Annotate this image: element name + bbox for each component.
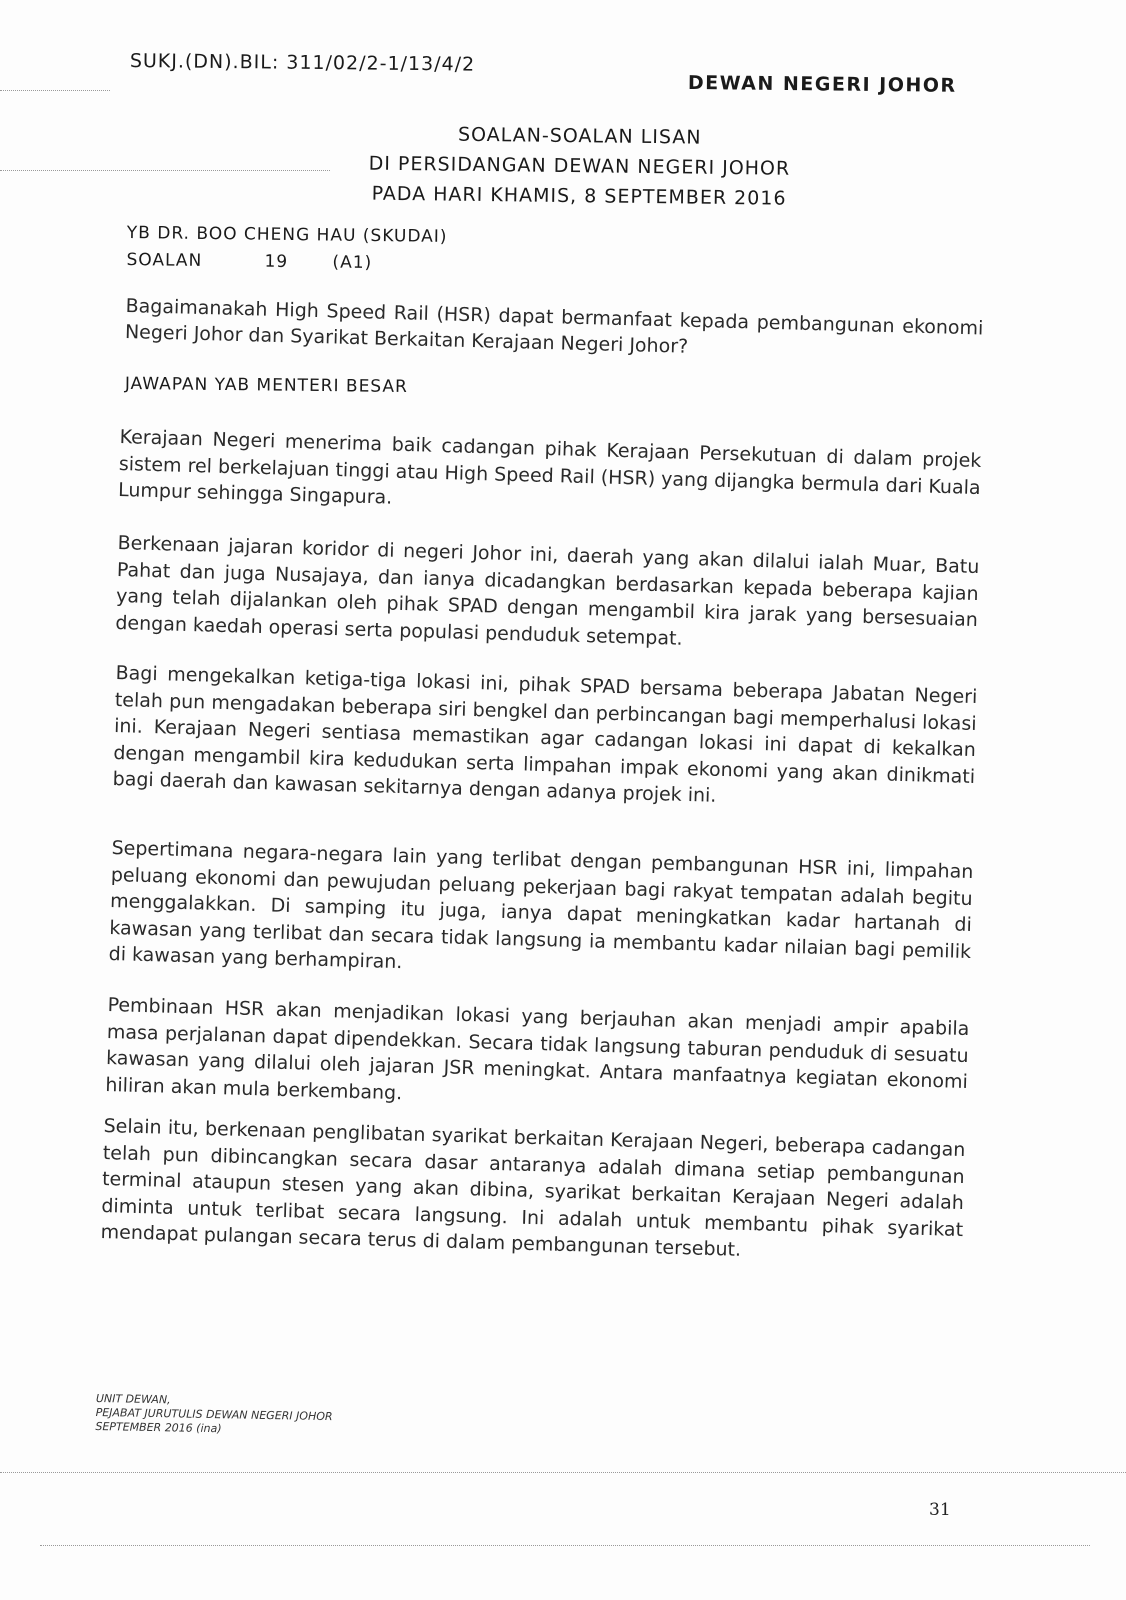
soalan-number: 19	[264, 251, 289, 272]
soalan-label: SOALAN	[126, 249, 203, 271]
member-block	[126, 220, 447, 278]
answer-paragraph-3: Bagi mengekalkan ketiga-tiga lokasi ini, pihak SPAD bersama beberapa Jabatan Negeri telah pun mengadakan beberapa siri bengkel dan perbincangan bagi memperhalusi lokasi ini. Kerajaan Negeri sentiasa memastikan agar cadangan lokasi ini dapat di kekalkan dengan mengambil kira kedudukan serta limpahan impak ekonomi yang akan dinikmati bagi daerah dan kawasan sekitarnya dengan adanya projek ini.	[112, 661, 978, 807]
answer-paragraph-6: Selain itu, berkenaan penglibatan syarikat berkaitan Kerajaan Negeri, beberapa cadangan telah pun dibincangkan secara dasar antaranya adalah dimana setiap pembangunan terminal ataupun stesen yang akan dibina, syarikat berkaitan Kerajaan Negeri adalah diminta untuk terlibat secara langsung. Ini adalah untuk membantu pihak syarikat mendapat pulangan secara terus di dalam pembangunan tersebut.	[100, 1114, 966, 1261]
scan-artifact-top	[0, 90, 110, 91]
scan-artifact-mid	[0, 170, 330, 171]
soalan-code: (A1)	[332, 252, 373, 273]
answer-paragraph-4: Sepertimana negara-negara lain yang terlibat dengan pembangunan HSR ini, limpahan peluang ekonomi dan pewujudan peluang pekerjaan bagi rakyat tempatan adalah begitu menggalakkan. Di samping itu juga, ianya dapat meningkatkan kadar hartanah di kawasan yang terlibat dan secara tidak langsung ia membantu kadar nilaian bagi pemilik di kawasan yang berhampiran.	[108, 836, 974, 974]
question-text: Bagaimanakah High Speed Rail (HSR) dapat bermanfaat kepada pembangunan ekonomi Negeri Johor dan Syarikat Berkaitan Kerajaan Negeri Johor?	[124, 294, 984, 358]
member-name: YB DR. BOO CHENG HAU (SKUDAI)	[126, 222, 448, 247]
answer-paragraph-5: Pembinaan HSR akan menjadikan lokasi yang berjauhan akan menjadi ampir apabila masa perjalanan dapat dipendekkan. Secara tidak langsung taburan penduduk di sesuatu kawasan yang dilalui oleh jajaran JSR meningkat. Antara manfaatnya kegiatan ekonomi hiliran akan mula berkembang.	[105, 993, 970, 1104]
footer-line-1: UNIT DEWAN,	[95, 1392, 171, 1407]
heading-line-2: DI PERSIDANGAN DEWAN NEGERI JOHOR	[368, 152, 791, 180]
session-heading	[319, 118, 840, 214]
answer-title: JAWAPAN YAB MENTERI BESAR	[124, 374, 409, 397]
scan-artifact-bottom-2	[40, 1545, 1090, 1546]
answer-paragraph-2: Berkenaan jajaran koridor di negeri Johor ini, daerah yang akan dilalui ialah Muar, Batu Pahat dan juga Nusajaya, dan ianya dicadangkan berdasarkan kepada beberapa kajian yang telah dijalankan oleh pihak SPAD dengan mengambil kira jarak yang bersesuaian dengan kaedah operasi serta populasi penduduk setempat.	[115, 531, 980, 650]
heading-line-1: SOALAN-SOALAN LISAN	[457, 123, 702, 149]
footer-line-2: PEJABAT JURUTULIS DEWAN NEGERI JOHOR	[95, 1405, 333, 1424]
organization-name: DEWAN NEGERI JOHOR	[687, 72, 957, 97]
heading-line-3: PADA HARI KHAMIS, 8 SEPTEMBER 2016	[371, 182, 787, 210]
scan-artifact-bottom	[0, 1472, 1126, 1473]
page-number: 31	[929, 1500, 951, 1520]
footer-line-3: SEPTEMBER 2016 (ina)	[95, 1419, 222, 1436]
question-number-row	[126, 247, 447, 278]
reference-number: SUKJ.(DN).BIL: 311/02/2-1/13/4/2	[129, 50, 476, 76]
footer-block	[95, 1392, 333, 1438]
answer-paragraph-1: Kerajaan Negeri menerima baik cadangan pihak Kerajaan Persekutuan di dalam projek sistem rel berkelajuan tinggi atau High Speed Rail (HSR) yang dijangka bermula dari Kuala Lumpur sehingga Singapura.	[117, 425, 982, 509]
